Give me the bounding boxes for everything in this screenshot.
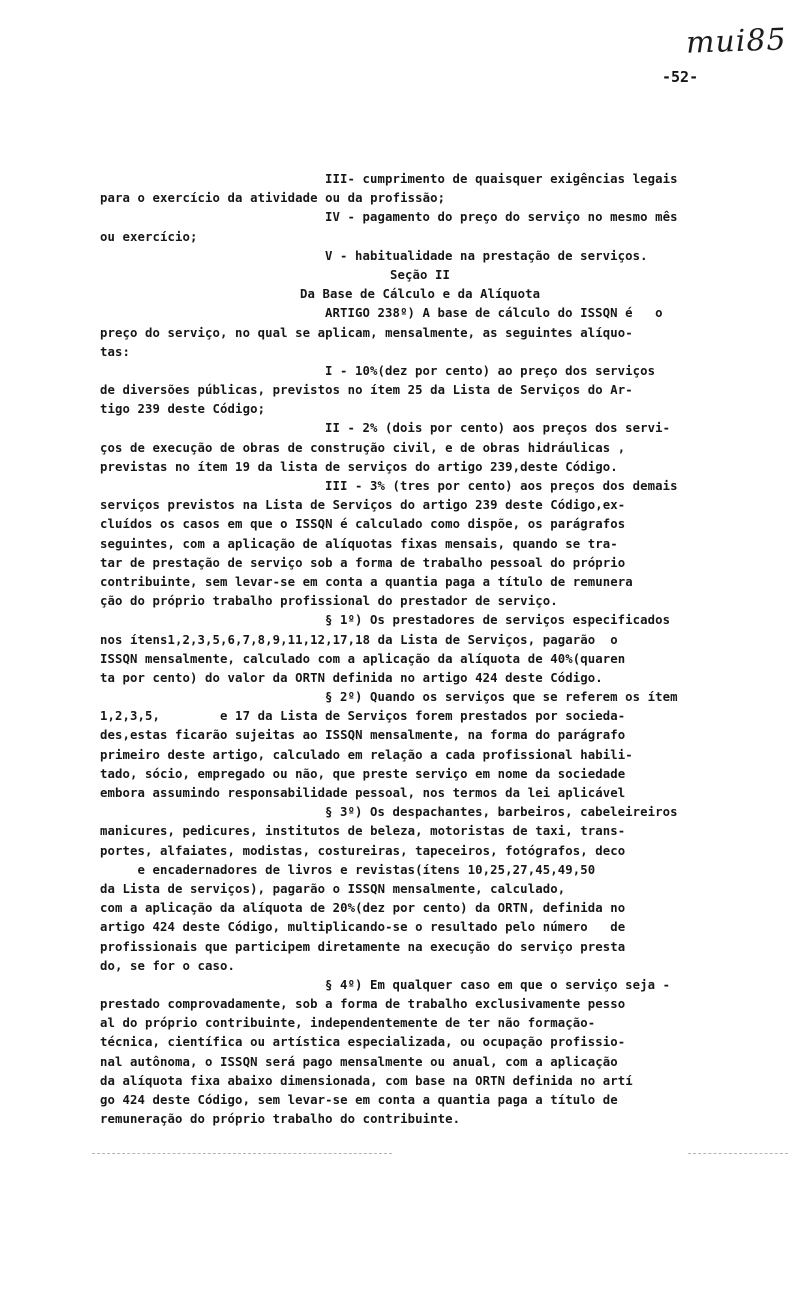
text-line: tado, sócio, empregado ou não, que preste serviço em nome da sociedade xyxy=(100,766,626,781)
text-line: al do próprio contribuinte, independentemente de ter não formação- xyxy=(100,1016,596,1031)
text-line: tas: xyxy=(100,344,131,359)
text-line: nal autônoma, o ISSQN será pago mensalmente ou anual, com a aplicação xyxy=(100,1054,618,1069)
text-line: § 1º) Os prestadores de serviços especificados xyxy=(325,613,671,628)
text-line: da Lista de serviços), pagarão o ISSQN mensalmente, calculado, xyxy=(100,881,566,896)
text-line: des,estas ficarão sujeitas ao ISSQN mensalmente, na forma do parágrafo xyxy=(100,728,626,743)
handwritten-number: 85 xyxy=(745,22,788,59)
text-line: I - 10%(dez por cento) ao preço dos serviços xyxy=(325,363,656,378)
text-line: ção do próprio trabalho profissional do prestador de serviço. xyxy=(100,594,558,609)
text-line: Seção II xyxy=(390,267,451,282)
text-line: do, se for o caso. xyxy=(100,958,236,973)
text-line: manicures, pedicures, institutos de beleza, motoristas de taxi, trans- xyxy=(100,824,626,839)
text-line: para o exercício da atividade ou da profissão; xyxy=(100,191,446,206)
footer-rule-left xyxy=(92,1153,392,1155)
text-line: nos ítens1,2,3,5,6,7,8,9,11,12,17,18 da Lista de Serviços, pagarão o xyxy=(100,632,618,647)
text-line: embora assumindo responsabilidade pessoal, nos termos da lei aplicável xyxy=(100,786,626,800)
text-line: ARTIGO 238º) A base de cálculo do ISSQN é o xyxy=(325,306,663,321)
text-line: com a aplicação da alíquota de 20%(dez por cento) da ORTN, definida no xyxy=(100,901,626,916)
footer-rule-right xyxy=(688,1153,788,1155)
text-line: profissionais que participem diretamente na execução do serviço presta xyxy=(100,939,626,954)
text-line: preço do serviço, no qual se aplicam, mensalmente, as seguintes alíquo- xyxy=(100,325,633,340)
text-line: prestado comprovadamente, sob a forma de trabalho exclusivamente pesso xyxy=(100,997,626,1012)
text-line: remuneração do próprio trabalho do contribuinte. xyxy=(100,1112,461,1127)
text-line: previstas no ítem 19 da lista de serviços do artigo 239,deste Código. xyxy=(100,459,618,474)
text-line: tigo 239 deste Código; xyxy=(100,402,266,417)
text-line: § 2º) Quando os serviços que se referem os ítem xyxy=(325,690,678,705)
text-line: da alíquota fixa abaixo dimensionada, com base na ORTN definida no artí xyxy=(100,1073,633,1088)
text-line: III- cumprimento de quaisquer exigências legais xyxy=(325,172,678,186)
text-line: e encadernadores de livros e revistas(ítens 10,25,27,45,49,50 xyxy=(100,862,596,877)
text-line: II - 2% (dois por cento) aos preços dos servi- xyxy=(325,421,671,436)
page-number: -52- xyxy=(662,68,699,86)
text-line: primeiro deste artigo, calculado em relação a cada profissional habili- xyxy=(100,747,633,762)
text-line: ou exercício; xyxy=(100,229,198,244)
text-line: serviços previstos na Lista de Serviços do artigo 239 deste Código,ex- xyxy=(100,498,626,513)
handwritten-page-mark xyxy=(685,22,787,60)
text-line: de diversões públicas, previstos no ítem 25 da Lista de Serviços do Ar- xyxy=(100,383,633,398)
text-line: técnica, científica ou artística especializada, ou ocupação profissio- xyxy=(100,1035,626,1050)
text-line: 1,2,3,5, e 17 da Lista de Serviços forem prestados por socieda- xyxy=(100,709,626,724)
text-line: § 4º) Em qualquer caso em que o serviço seja - xyxy=(325,977,671,992)
text-line: portes, alfaiates, modistas, costureiras, tapeceiros, fotógrafos, deco xyxy=(100,843,626,858)
text-line: artigo 424 deste Código, multiplicando-se o resultado pelo número de xyxy=(100,920,626,935)
text-line: cluídos os casos em que o ISSQN é calculado como dispõe, os parágrafos xyxy=(100,517,626,532)
text-line: IV - pagamento do preço do serviço no mesmo mês xyxy=(325,210,678,225)
document-body xyxy=(100,170,788,1129)
text-line: Da Base de Cálculo e da Alíquota xyxy=(300,287,541,302)
handwritten-mark: mui xyxy=(685,23,747,61)
text-line: tar de prestação de serviço sob a forma de trabalho pessoal do próprio xyxy=(100,555,626,570)
text-line: seguintes, com a aplicação de alíquotas fixas mensais, quando se tra- xyxy=(100,536,618,551)
text-line: ços de execução de obras de construção civil, e de obras hidráulicas , xyxy=(100,440,626,455)
text-line: ta por cento) do valor da ORTN definida no artigo 424 deste Código. xyxy=(100,670,603,685)
text-line: V - habitualidade na prestação de serviços. xyxy=(325,248,648,263)
text-line: III - 3% (tres por cento) aos preços dos demais xyxy=(325,479,678,493)
text-line: go 424 deste Código, sem levar-se em conta a quantia paga a título de xyxy=(100,1093,618,1107)
text-line: ISSQN mensalmente, calculado com a aplicação da alíquota de 40%(quaren xyxy=(100,651,626,666)
text-line: § 3º) Os despachantes, barbeiros, cabeleireiros xyxy=(325,805,678,820)
text-line: contribuinte, sem levar-se em conta a quantia paga a título de remunera xyxy=(100,574,633,589)
